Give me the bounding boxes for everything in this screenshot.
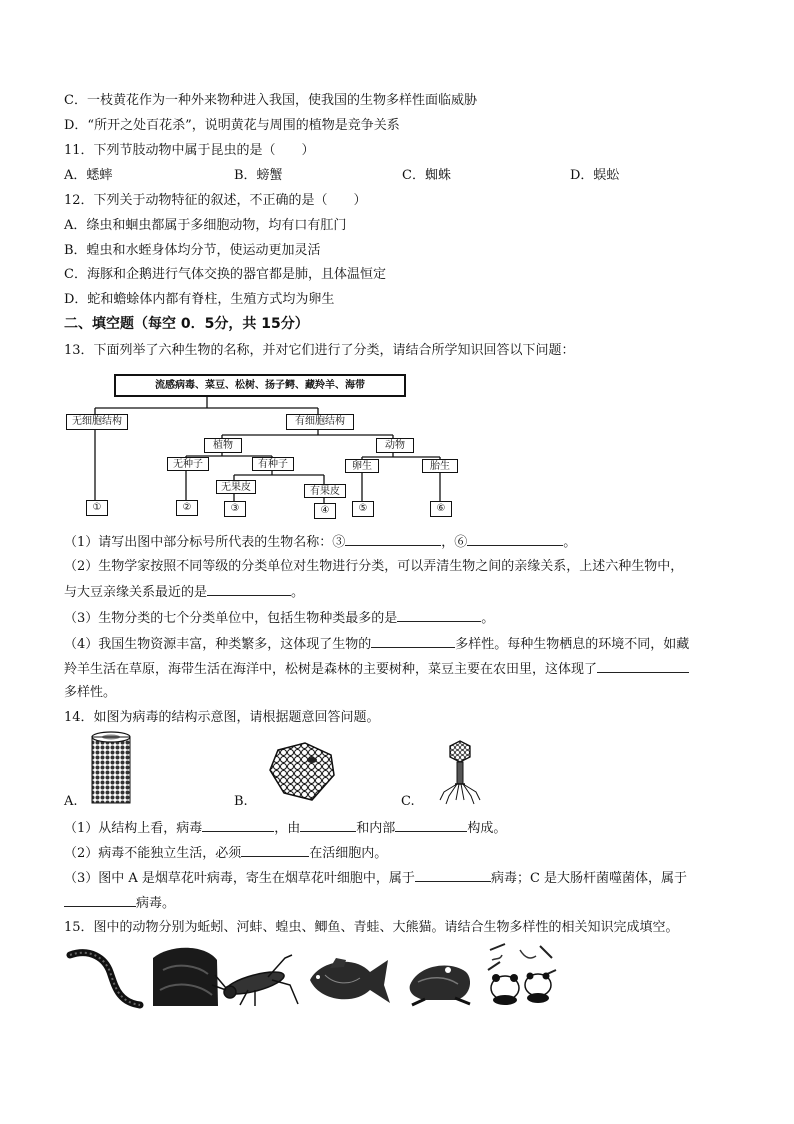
q10-option-d: D．“所开之处百花杀”，说明黄花与周围的植物是竞争关系 — [64, 118, 400, 133]
carp-image — [310, 958, 390, 1003]
q13-part4-line2: 羚羊生活在草原，海带生活在海洋中，松树是森林的主要树种，菜豆主要在农田里，这体现了 — [64, 659, 689, 678]
q11-stem: 11．下列节肢动物中属于昆虫的是（ ） — [64, 143, 315, 158]
tree-root: 流感病毒、菜豆、松树、扬子鳄、藏羚羊、海带 — [114, 374, 406, 397]
q11-option-b: B．螃蟹 — [234, 168, 283, 183]
tree-leaf-4: ④ — [314, 503, 336, 519]
tree-seed: 有种子 — [252, 457, 294, 471]
tree-plant: 植物 — [204, 438, 242, 453]
tree-no-cell: 无细胞结构 — [66, 414, 128, 430]
clam-image — [153, 948, 218, 1006]
tree-leaf-2: ② — [176, 500, 198, 516]
q11-option-a: A．蟋蟀 — [64, 168, 113, 183]
q12-option-b: B．蝗虫和水蛭身体均分节，使运动更加灵活 — [64, 243, 321, 258]
q15-stem: 15．图中的动物分别为蚯蚓、河蚌、蝗虫、鲫鱼、青蛙、大熊猫。请结合生物多样性的相关知识完成填空。 — [64, 920, 679, 935]
q14-part3-line1: （3）图中 A 是烟草花叶病毒，寄生在烟草花叶细胞中，属于 病毒；C 是大肠杆菌噬菌体，属于 — [64, 868, 687, 887]
tree-viviparous: 胎生 — [422, 459, 458, 473]
virus-b-label: B. — [234, 794, 248, 809]
q14-part2: （2）病毒不能独立生活，必须 在活细胞内。 — [64, 843, 387, 862]
tree-cell: 有细胞结构 — [286, 414, 354, 430]
q13-part2-line1: （2）生物学家按照不同等级的分类单位对生物进行分类，可以弄清生物之间的亲缘关系，上述六种生物中， — [64, 559, 684, 574]
tree-no-peel: 无果皮 — [216, 480, 256, 494]
q14-part3-line2: 病毒。 — [64, 893, 175, 912]
virus-a-label: A. — [64, 794, 78, 809]
tree-oviparous: 卵生 — [345, 459, 379, 473]
tree-leaf-3: ③ — [224, 501, 246, 517]
virus-c-label: C. — [401, 794, 415, 809]
tree-leaf-5: ⑤ — [352, 501, 374, 517]
q13-part3: （3）生物分类的七个分类单位中，包括生物种类最多的是 。 — [64, 608, 494, 627]
panda-image — [486, 944, 556, 1006]
q10-option-c: C．一枝黄花作为一种外来物种进入我国，使我国的生物多样性面临威胁 — [64, 93, 477, 108]
q12-option-d: D．蛇和蟾蜍体内都有脊柱，生殖方式均为卵生 — [64, 292, 335, 307]
frog-image — [410, 966, 470, 1005]
tree-leaf-6: ⑥ — [430, 501, 452, 517]
q14-stem: 14．如图为病毒的结构示意图，请根据题意回答问题。 — [64, 710, 380, 725]
tree-peel: 有果皮 — [304, 484, 346, 498]
q11-option-d: D．蜈蚣 — [570, 168, 620, 183]
q13-part4-line1: （4）我国生物资源丰富，种类繁多，这体现了生物的 多样性。每种生物栖息的环境不同，如藏 — [64, 634, 689, 653]
q11-option-c: C．蜘蛛 — [402, 168, 451, 183]
section-title: 二、填空题（每空 0．5分，共 15分） — [64, 316, 309, 332]
q13-part1: （1）请写出图中部分标号所代表的生物名称：③ ，⑥ 。 — [64, 532, 576, 551]
q13-part2-line2: 与大豆亲缘关系最近的是 。 — [64, 582, 304, 601]
q13-part4-line3: 多样性。 — [64, 685, 117, 700]
q14-part1: （1）从结构上看，病毒 ，由 和内部 构成。 — [64, 818, 506, 837]
earthworm-image — [70, 953, 140, 1005]
q13-stem: 13．下面列举了六种生物的名称，并对它们进行了分类，请结合所学知识回答以下问题： — [64, 343, 575, 358]
tree-animal: 动物 — [376, 438, 414, 453]
q12-option-a: A．绦虫和蛔虫都属于多细胞动物，均有口有肛门 — [64, 218, 347, 233]
tree-leaf-1: ① — [86, 500, 108, 516]
q12-option-c: C．海豚和企鹅进行气体交换的器官都是肺，且体温恒定 — [64, 267, 386, 282]
locust-image — [212, 955, 298, 1006]
tree-no-seed: 无种子 — [167, 457, 209, 471]
q12-stem: 12．下列关于动物特征的叙述，不正确的是（ ） — [64, 193, 367, 208]
